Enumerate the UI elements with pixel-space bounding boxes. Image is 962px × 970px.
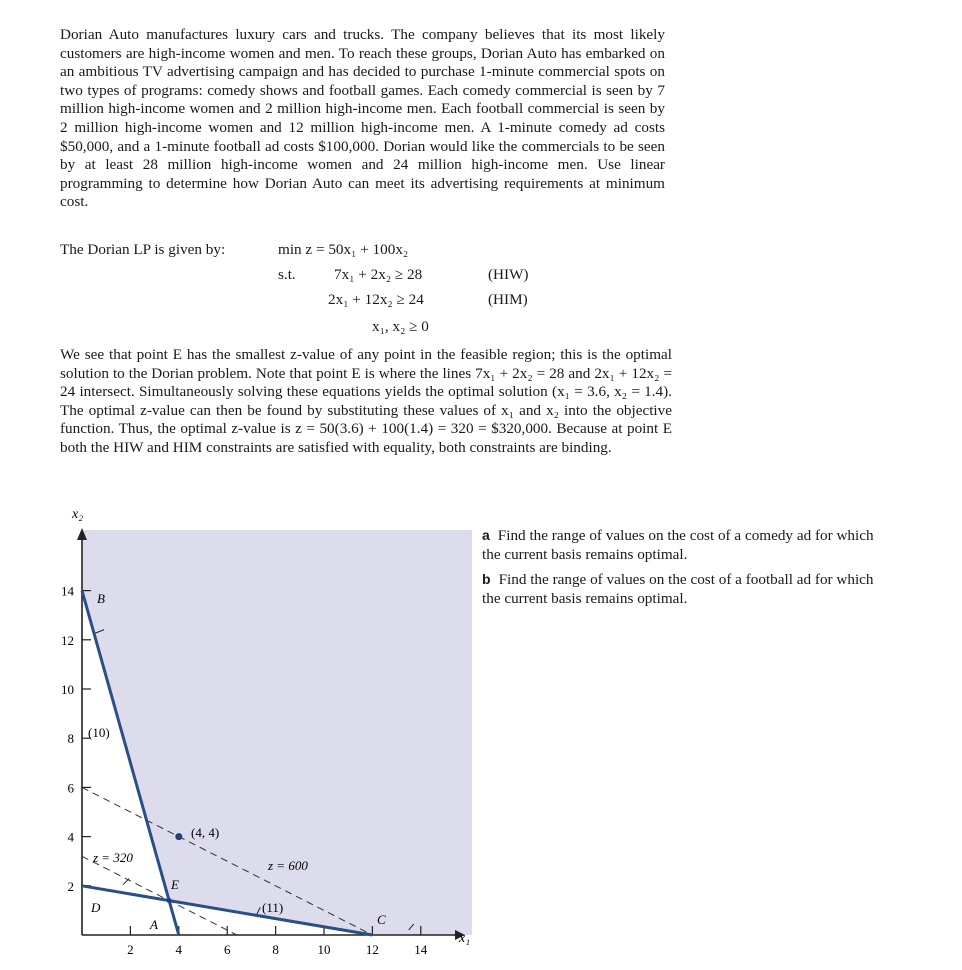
isocost-label-600: z = 600 — [268, 858, 308, 873]
point-label-a: A — [150, 917, 158, 932]
lp-objective: min z = 50x₁ + 100x₂ — [278, 241, 409, 258]
point-label-e: E — [171, 877, 179, 892]
x-tick-label: 12 — [365, 942, 379, 957]
isocost-label-320: z = 320 — [93, 850, 133, 865]
y-tick-label: 8 — [67, 731, 74, 747]
y-tick-label: 6 — [67, 780, 74, 796]
point-4-4 — [175, 833, 182, 840]
constraint-label-him: (11) — [262, 900, 284, 915]
x-tick-label: 8 — [272, 942, 279, 957]
solution-paragraph: We see that point E has the smallest z-value of any point in the feasible region; this is the optimal solution to the Dorian problem. Note that point E is where the lines 7x₁ + 2x₂ = 28 and 2x₁ + 12x₂ = 24 intersect. Simultaneously solving these equations yields the optimal solution (x₁ = 3.6, x₂ = 1.4). The optimal z-value can then be found by substituting these values of x₁ and x₂ into the objective function. Thus, the optimal z-value is z = 50(3.6) + 100(1.4) = 320 = $320,000. Because at point E both the HIW and HIM constraints are satisfied with equality, both constraints are binding. — [60, 346, 672, 456]
x-axis-label: x₁ — [459, 931, 471, 946]
constraint-label-hiw: (10) — [88, 725, 110, 740]
x-tick-label: 4 — [175, 942, 183, 957]
lp-intro: The Dorian LP is given by: — [60, 241, 226, 258]
point-label-d: D — [91, 900, 101, 915]
x-tick-label: 10 — [317, 942, 331, 957]
lp-constraint-hiw: 7x₁ + 2x₂ ≥ 28 — [334, 266, 423, 283]
point-label-b: B — [97, 591, 105, 606]
question-a-text: Find the range of values on the cost of a comedy ad for which the current basis remains optimal. — [482, 527, 874, 563]
lp-nonnegativity: x₁, x₂ ≥ 0 — [372, 318, 429, 335]
question-a-label: a — [482, 527, 490, 543]
y-tick-label: 4 — [67, 829, 74, 845]
point-e — [167, 898, 172, 903]
x-tick-label: 2 — [127, 942, 134, 957]
y-tick-label: 14 — [61, 583, 74, 599]
lp-constraint-him-label: (HIM) — [488, 291, 528, 308]
question-b-label: b — [482, 571, 491, 587]
problem-paragraph: Dorian Auto manufactures luxury cars and trucks. The company believes that its most likely customers are high-income women and men. To reach these groups, Dorian Auto has embarked on an ambitious TV advertising campaign and has decided to purchase 1-minute commercial spots on two types of programs: comedy shows and football games. Each comedy commercial is seen by 7 million high-income women and 2 million high-income men. Each football commercial is seen by 2 million high-income women and 12 million high-income men. A 1-minute comedy ad costs $50,000, and a 1-minute football ad costs $100,000. Dorian would like the commercials to be seen by at least 28 million high-income women and 24 million high-income men. Use linear programming to determine how Dorian Auto can meet its advertising requirements at minimum cost. — [60, 26, 665, 211]
y-tick-label: 2 — [67, 878, 74, 894]
x-tick-label: 6 — [223, 942, 231, 957]
y-axis-label: x₂ — [72, 507, 84, 522]
lp-subject-to: s.t. — [278, 266, 296, 283]
x-tick-label: 14 — [414, 942, 428, 957]
lp-constraint-hiw-label: (HIW) — [488, 266, 529, 283]
point-label-4-4: (4, 4) — [191, 825, 220, 840]
question-b-text: Find the range of values on the cost of a football ad for which the current basis remains optimal. — [482, 571, 874, 607]
point-label-c: C — [377, 912, 386, 927]
y-tick-label: 10 — [61, 682, 74, 697]
y-tick-label: 12 — [61, 632, 74, 648]
lp-constraint-him: 2x₁ + 12x₂ ≥ 24 — [328, 291, 424, 308]
